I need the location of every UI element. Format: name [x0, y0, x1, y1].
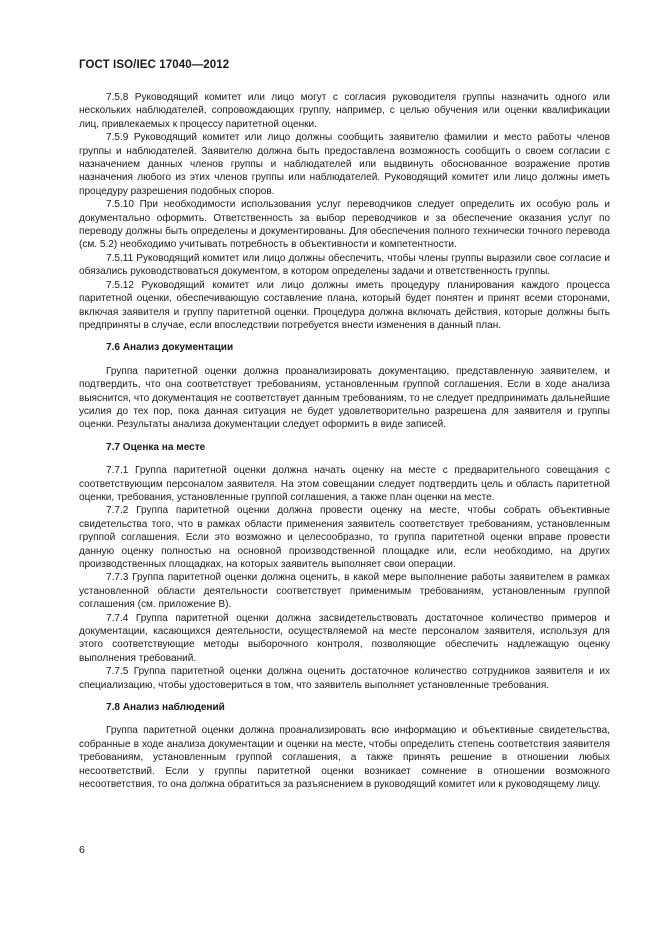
paragraph-7-7-1: 7.7.1 Группа паритетной оценки должна начать оценку на месте с предварительного совещания с соответствующим персоналом заявителя. На этом совещании следует подтвердить цель и область паритетной оценки, требования, установленные группой соглашения, а также план оценки на месте. — [79, 465, 610, 503]
document-body — [79, 91, 610, 792]
section-heading-7-7: 7.7 Оценка на месте — [106, 441, 206, 453]
paragraph-7-5-9: 7.5.9 Руководящий комитет или лицо должны сообщить заявителю фамилии и место работы членов группы и наблюдателей. Заявителю должна быть предоставлена возможность сообщить о своем согласии с назначением данных членов группы и наблюдателей или выдвинуть обоснованное возражение против назначения любого из этих членов группы или наблюдателей. Руководящий комитет или лицо должны иметь процедуру разрешения подобных споров. — [79, 132, 610, 197]
paragraph-7-7-3: 7.7.3 Группа паритетной оценки должна оценить, в какой мере выполнение работы заявителем в рамках установленной области деятельности соответствует применимым требованиям, установленным группой соглашения (см. приложение В). — [79, 572, 610, 611]
paragraph-7-5-12: 7.5.12 Руководящий комитет или лицо должны иметь процедуру планирования каждого процесса паритетной оценки, обеспечивающую составление плана, который будет понятен и принят всеми сторонами, включая заявителя и группу паритетной оценки. Процедура должна включать действия, которые должны быть предприняты в случае, если впоследствии потребуется внести изменения в данный план. — [79, 279, 610, 331]
paragraph-7-7-2: 7.7.2 Группа паритетной оценки должна провести оценку на месте, чтобы собрать объективные свидетельства того, что в рамках области применения заявитель соответствует требованиям, установленным группой соглашения. Если это возможно и целесообразно, то группа паритетной оценки вправе провести данную оценку полностью на основной производственной площадке или, если необходимо, на других производственных площадках, на которых заявитель выполняет свои операции. — [79, 505, 610, 570]
paragraph-7-5-11: 7.5.11 Руководящий комитет или лицо должны обеспечить, чтобы члены группы выразили свое согласие и обязались руководствоваться документом, в котором определены задачи и ответственность группы. — [79, 252, 610, 278]
paragraph-7-8: Группа паритетной оценки должна проанализировать всю информацию и объективные свидетельства, собранные в ходе анализа документации и оценки на месте, чтобы определить степень соответствия заявителя требованиям, установленным группой соглашения, а также принять решение в отношении любых несоответствий. Если у группы паритетной оценки возникает сомнение в отношении возможного несоответствия, то она должна обратиться за разъяснением в руководящий комитет или к руководящему лицу. — [79, 725, 610, 791]
section-heading-7-8: 7.8 Анализ наблюдений — [106, 702, 225, 714]
paragraph-7-6: Группа паритетной оценки должна проанализировать документацию, представленную заявителем, и подтвердить, что она соответствует требованиям, установленным группой соглашения. Если в ходе анализа выяснится, что документация не соответствует данным требованиям, то не следует предпринимать дальнейшие усилия до тех пор, пока данная ситуация не будет удовлетворительно разрешена для заявителя и группы оценки. Результаты анализа документации следует оформить в виде записей. — [79, 365, 610, 431]
paragraph-7-7-4: 7.7.4 Группа паритетной оценки должна засвидетельствовать достаточное количество примеров и документации, касающихся деятельности, осуществляемой на месте персоналом заявителя, используя для этого соответствующие методы выборочного контроля, позволяющие обеспечить надлежащую оценку выполнения требований. — [79, 612, 610, 664]
document-header: ГОСТ ISO/IEC 17040—2012 — [79, 59, 230, 71]
paragraph-7-5-8: 7.5.8 Руководящий комитет или лицо могут с согласия руководителя группы назначить одного или нескольких наблюдателей, сопровождающих группу, например, с целью обучения или оценки квалификации лиц, привлекаемых к процессу паритетной оценки. — [79, 92, 610, 130]
paragraph-7-5-10: 7.5.10 При необходимости использования услуг переводчиков следует определить их особую роль и документально оформить. Ответственность за выбор переводчиков и за обеспечение оказания услуг по переводу должны быть определены и документированы. Для обеспечения полного технически точного перевода (см. 5.2) необходимо учитывать потребность в объективности и компетентности. — [79, 199, 610, 251]
page-number: 6 — [79, 844, 85, 856]
paragraph-7-7-5: 7.7.5 Группа паритетной оценки должна оценить достаточное количество сотрудников заявителя и их специализацию, чтобы удостовериться в том, что заявитель выполняет установленные требования. — [79, 666, 610, 691]
section-heading-7-6: 7.6 Анализ документации — [106, 342, 234, 354]
